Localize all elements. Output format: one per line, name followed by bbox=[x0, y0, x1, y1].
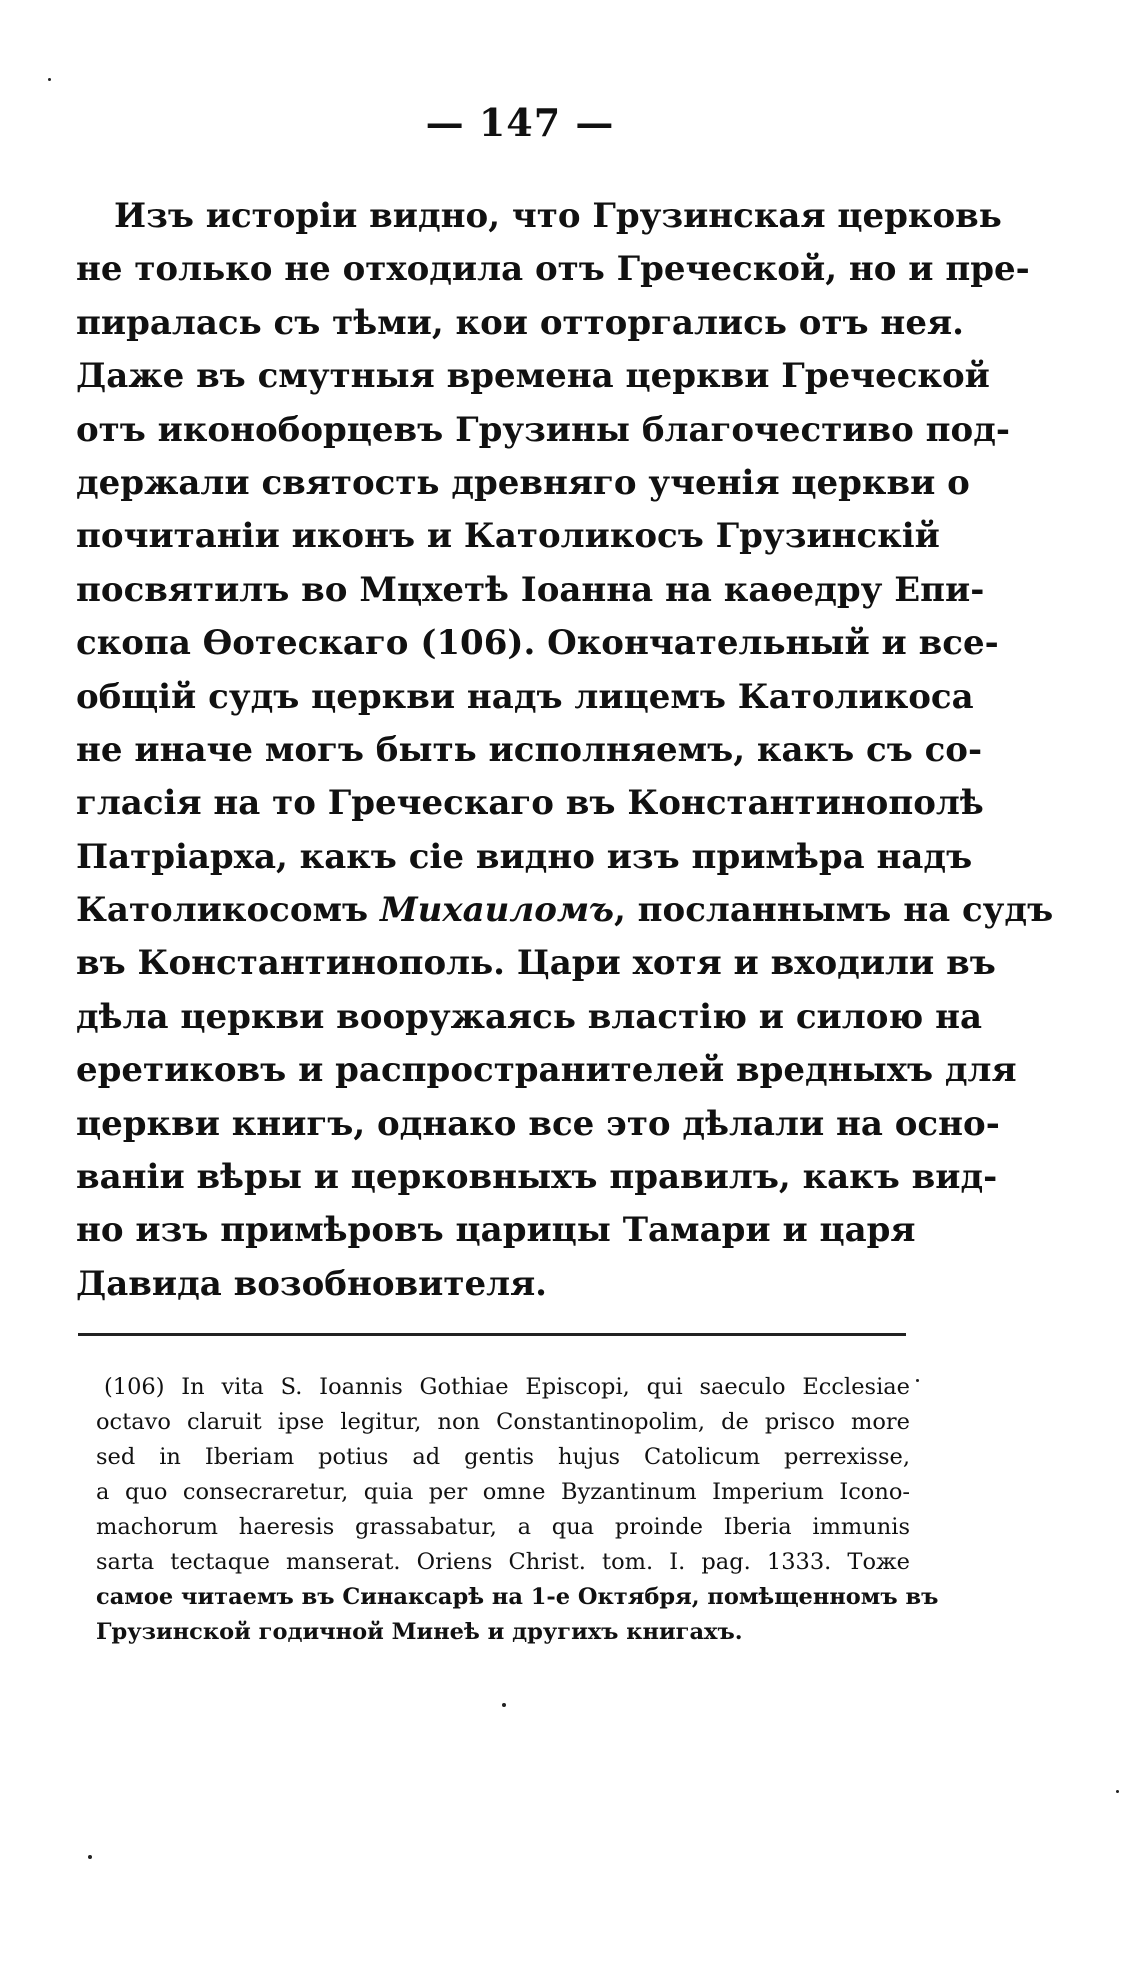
footnote-separator-rule bbox=[78, 1333, 906, 1336]
page-number: — 147 — bbox=[425, 100, 615, 145]
text-line: Давида возобновителя. bbox=[76, 1263, 548, 1304]
text-line: не только не отходила отъ Греческой, но и пре- bbox=[76, 249, 1030, 290]
text-line: ваніи вѣры и церковныхъ правилъ, какъ вид- bbox=[76, 1157, 998, 1198]
text-line: отъ иконоборцевъ Грузины благочестиво под- bbox=[76, 409, 1011, 450]
text-line: посвятилъ во Мцхетѣ Іоанна на каѳедру Епи- bbox=[76, 569, 985, 610]
footnote bbox=[96, 1370, 939, 1650]
text-line: пиралась съ тѣми, кои отторгались отъ нея. bbox=[76, 302, 964, 343]
main-paragraph bbox=[76, 190, 1054, 1311]
text-line: общій судъ церкви надъ лицемъ Католикоса bbox=[76, 676, 974, 717]
text-line: не иначе могъ быть исполняемъ, какъ съ со- bbox=[76, 729, 983, 770]
text-line: Патріарха, какъ сіе видно изъ примѣра надъ bbox=[76, 836, 973, 877]
text-line: Даже въ смутныя времена церкви Греческой bbox=[76, 356, 990, 397]
footnote-line: самое читаемъ въ Синаксарѣ на 1-е Октября, помѣщенномъ въ bbox=[96, 1584, 939, 1610]
footnote-line: octavo claruit ipse legitur, non Constantinopolim, de prisco more bbox=[96, 1409, 910, 1435]
text-line: въ Константинополь. Цари хотя и входили въ bbox=[76, 943, 996, 984]
footnote-line: sarta tectaque manserat. Oriens Christ. tom. I. pag. 1333. Тоже bbox=[96, 1549, 910, 1575]
ink-speck bbox=[88, 1855, 92, 1859]
text-line: почитаніи иконъ и Католикосъ Грузинскій bbox=[76, 516, 940, 557]
text-line: но изъ примѣровъ царицы Тамари и царя bbox=[76, 1210, 916, 1251]
italic-name: Михаиломъ bbox=[379, 890, 614, 931]
ink-speck bbox=[48, 78, 51, 81]
footnote-line: Грузинской годичной Минеѣ и другихъ книгахъ. bbox=[96, 1619, 743, 1645]
text-line: церкви книгъ, однако все это дѣлали на осно- bbox=[76, 1103, 1000, 1144]
text-line: скопа Ѳотескаго (106). Окончательный и все- bbox=[76, 623, 999, 664]
text-line: еретиковъ и распространителей вредныхъ для bbox=[76, 1050, 1017, 1091]
text-line-with-italic bbox=[76, 884, 1054, 937]
ink-speck bbox=[1116, 1790, 1119, 1793]
footnote-line: (106) In vita S. Ioannis Gothiae Episcopi, qui saeculo Ecclesiae bbox=[104, 1374, 910, 1400]
ink-speck bbox=[502, 1703, 506, 1707]
text-line: гласія на то Греческаго въ Константинополѣ bbox=[76, 783, 984, 824]
text-line: держали святость древняго ученія церкви о bbox=[76, 462, 970, 503]
footnote-line: sed in Iberiam potius ad gentis hujus Catolicum perrexisse, bbox=[96, 1444, 910, 1470]
footnote-line: machorum haeresis grassabatur, a qua proinde Iberia immunis bbox=[96, 1514, 910, 1540]
ink-speck bbox=[916, 1379, 919, 1382]
text-line: Изъ исторіи видно, что Грузинская церковь bbox=[114, 196, 1002, 236]
text-segment: , посланнымъ на судъ bbox=[613, 890, 1054, 931]
footnote-line: a quo consecraretur, quia per omne Byzantinum Imperium Icono- bbox=[96, 1479, 910, 1505]
text-segment: Католикосомъ bbox=[76, 890, 380, 931]
text-line: дѣла церкви вооружаясь властію и силою на bbox=[76, 996, 983, 1037]
